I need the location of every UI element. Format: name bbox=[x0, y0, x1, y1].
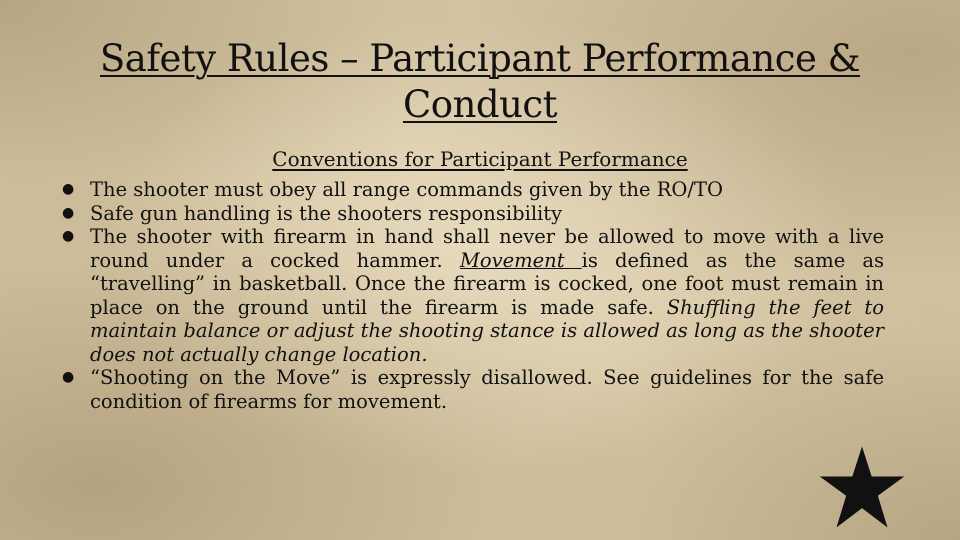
shuffling-note: Shuffling the feet to maintain balance or adjust the shooting stance is allowed as long as the shooter does not actually change location. bbox=[90, 295, 885, 366]
bullet-item bbox=[56, 178, 884, 202]
bullet-text: Safe gun handling is the shooters responsibility bbox=[90, 201, 563, 225]
bullet-dot-icon: ● bbox=[62, 369, 75, 385]
bullet-dot-icon: ● bbox=[62, 204, 75, 221]
bullet-text: The shooter must obey all range commands given by the RO/TO bbox=[90, 178, 723, 201]
bullet-item bbox=[56, 202, 884, 226]
bullet-list bbox=[56, 178, 884, 413]
bullet-item bbox=[56, 366, 884, 413]
slide-title: Safety Rules – Participant Performance & Conduct bbox=[99, 37, 861, 126]
bullet-text: “Shooting on the Move” is expressly disallowed. See guidelines for the safe condition of firearms for movement. bbox=[90, 366, 884, 413]
slide-subtitle: Conventions for Participant Performance bbox=[272, 147, 688, 171]
movement-term: Movement bbox=[459, 248, 582, 272]
star-icon bbox=[818, 444, 906, 530]
bullet-dot-icon: ● bbox=[62, 181, 75, 197]
bullet-text-continued: is defined as the same as “travelling” in basketball. Once the firearm is cocked, one foot must remain in place on the ground until the firearm is made safe. bbox=[90, 248, 884, 319]
bullet-item bbox=[56, 225, 884, 366]
bullet-text: The shooter with firearm in hand shall never be allowed to move with a live round under a cocked hammer. bbox=[90, 225, 884, 272]
bullet-dot-icon: ● bbox=[62, 228, 75, 244]
